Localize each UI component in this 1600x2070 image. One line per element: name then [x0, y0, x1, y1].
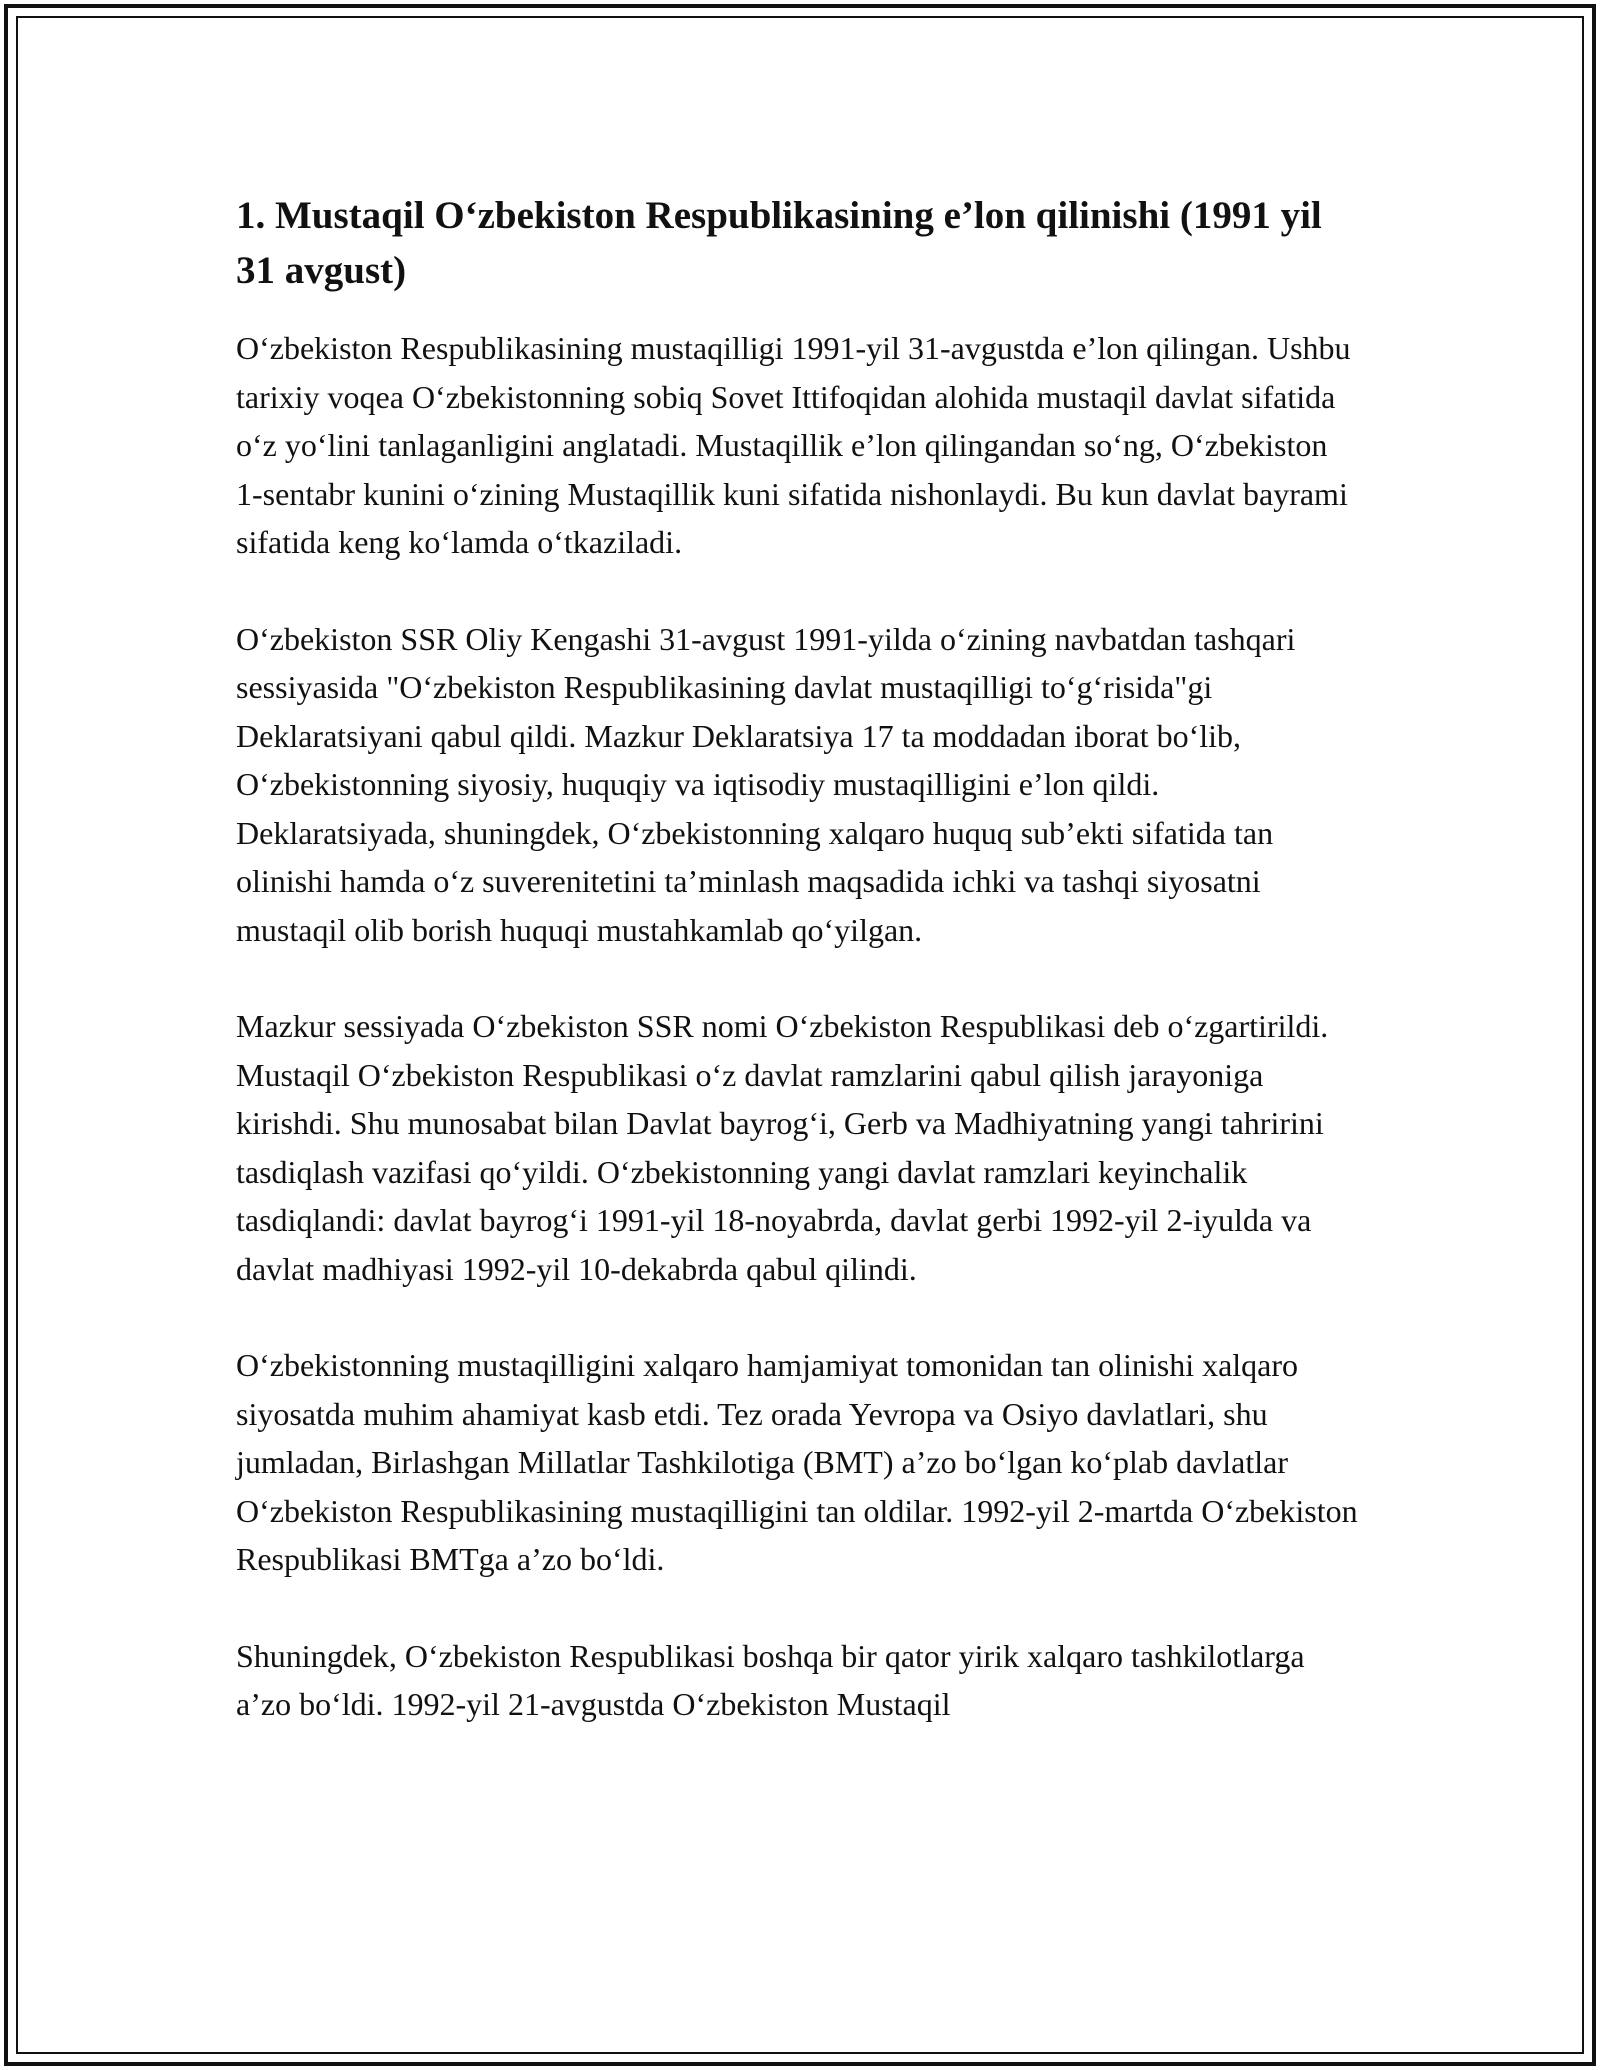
document-body [236, 188, 1361, 1729]
paragraph-4: O‘zbekistonning mustaqilligini xalqaro hamjamiyat tomonidan tan olinishi xalqaro siyosatda muhim ahamiyat kasb etdi. Tez orada Yevropa va Osiyo davlatlari, shu jumladan, Birlashgan Millatlar Tashkilotiga (BMT) a’zo bo‘lgan ko‘plab davlatlar O‘zbekiston Respublikasining mustaqilligini tan oldilar. 1992-yil 2-martda O‘zbekiston Respublikasi BMTga a’zo bo‘ldi. [236, 1347, 1358, 1577]
paragraph-3: Mazkur sessiyada O‘zbekiston SSR nomi O‘zbekiston Respublikasi deb o‘zgartirildi. Mustaqil O‘zbekiston Respublikasi o‘z davlat ramzlarini qabul qilish jarayoniga kirishdi. Shu munosabat bilan Davlat bayrog‘i, Gerb va Madhiyatning yangi tahririni tasdiqlash vazifasi qo‘yildi. O‘zbekistonning yangi davlat ramzlari keyinchalik tasdiqlandi: davlat bayrog‘i 1991-yil 18-noyabrda, davlat gerbi 1992-yil 2-iyulda va davlat madhiyasi 1992-yil 10-dekabrda qabul qilindi. [236, 1008, 1329, 1287]
paragraph-5: Shuningdek, O‘zbekiston Respublikasi boshqa bir qator yirik xalqaro tashkilotlarga a’zo bo‘ldi. 1992-yil 21-avgustda O‘zbekiston Mustaqil [236, 1637, 1305, 1722]
section-heading: 1. Mustaqil O‘zbekiston Respublikasining e’lon qilinishi (1991 yil 31 avgust) [236, 194, 1322, 292]
paragraph-2: O‘zbekiston SSR Oliy Kengashi 31-avgust 1991-yilda o‘zining navbatdan tashqari sessiyasida "O‘zbekiston Respublikasining davlat mustaqilligi to‘g‘risida"gi Deklaratsiyani qabul qildi. Mazkur Deklaratsiya 17 ta moddadan iborat bo‘lib, O‘zbekistonning siyosiy, huquqiy va iqtisodiy mustaqilligini e’lon qildi. Deklaratsiyada, shuningdek, O‘zbekistonning xalqaro huquq sub’ekti sifatida tan olinishi hamda o‘z suverenitetini ta’minlash maqsadida ichki va tashqi siyosatni mustaqil olib borish huquqi mustahkamlab qo‘yilgan. [236, 620, 1296, 948]
paragraph-1: O‘zbekiston Respublikasining mustaqilligi 1991-yil 31-avgustda e’lon qilingan. Ushbu tarixiy voqea O‘zbekistonning sobiq Sovet Ittifoqidan alohida mustaqil davlat sifatida o‘z yo‘lini tanlaganligini anglatadi. Mustaqillik e’lon qilingandan so‘ng, O‘zbekiston 1-sentabr kunini o‘zining Mustaqillik kuni sifatida nishonlaydi. Bu kun davlat bayrami sifatida keng ko‘lamda o‘tkaziladi. [236, 330, 1351, 560]
